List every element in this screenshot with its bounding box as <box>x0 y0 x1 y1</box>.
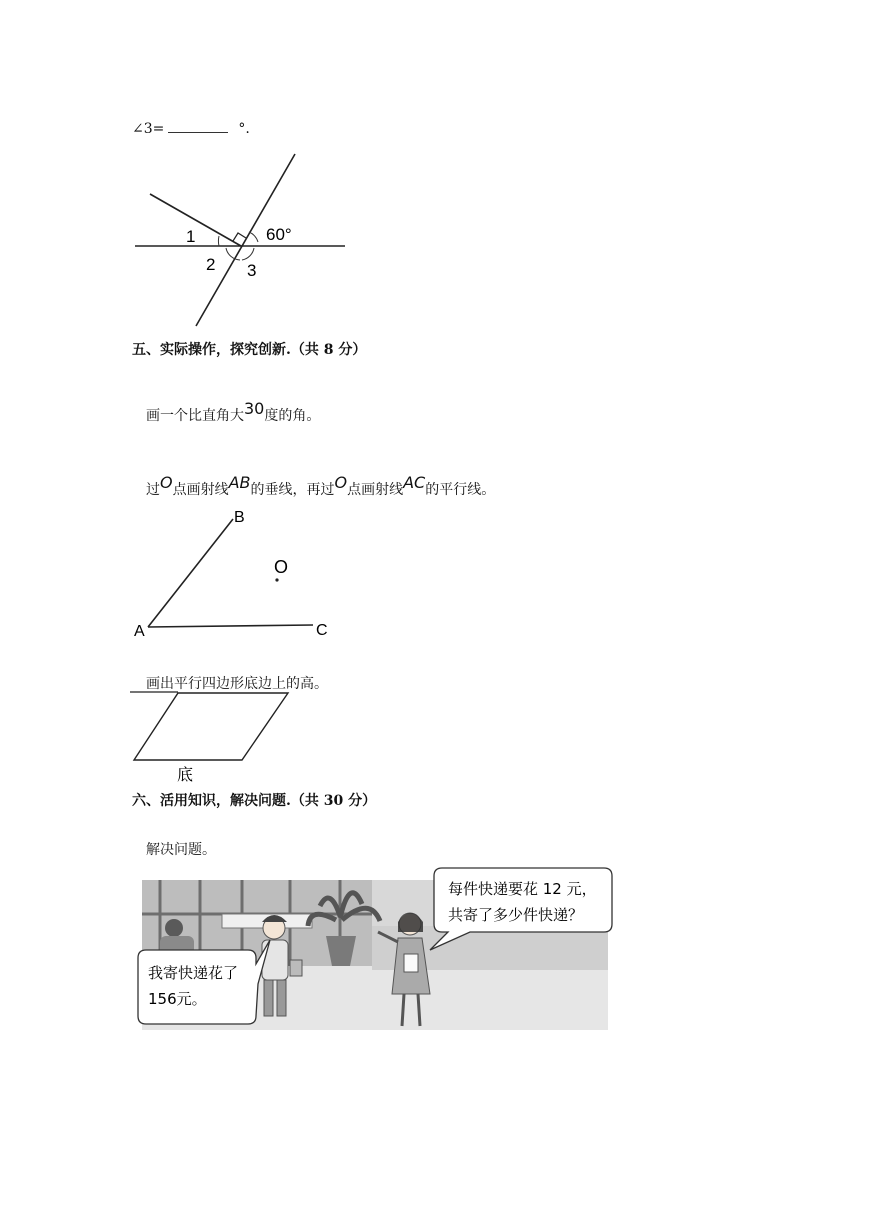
ray-figure <box>130 505 340 645</box>
math-ab: AB <box>228 473 251 492</box>
customer-head <box>165 919 183 937</box>
q1-before: 画一个比直角大 <box>146 408 244 424</box>
angle3-suffix: °. <box>238 121 250 137</box>
label-60: 60° <box>266 225 292 244</box>
arc-1 <box>218 236 219 246</box>
angle3-prefix: ∠3= <box>132 121 165 137</box>
bubble-left-line2: 156元。 <box>148 990 207 1008</box>
label-b: B <box>234 509 245 526</box>
angle-figure <box>130 150 350 330</box>
q2-text-3: 的垂线，再过 <box>250 482 335 498</box>
parallelogram <box>134 693 288 760</box>
section5-heading: 五、实际操作，探究创新.（共 8 分） <box>132 342 367 358</box>
q2-text-2: 点画射线 <box>172 482 229 498</box>
boy-leg-right <box>277 980 286 1016</box>
label-o: O <box>274 557 289 577</box>
q2-text-4: 点画射线 <box>347 482 404 498</box>
section6-q1: 解决问题。 <box>146 842 216 858</box>
label-3: 3 <box>247 261 257 280</box>
label-1: 1 <box>186 227 196 246</box>
math-o-1: O <box>160 473 173 492</box>
q1-num: 30 <box>244 399 265 418</box>
boy-bag <box>290 960 302 976</box>
angle3-question <box>132 120 250 137</box>
ray-ab <box>148 519 233 627</box>
q2-text-1: 过 <box>146 482 160 498</box>
bubble-right-line1: 每件快递要花 12 元， <box>448 880 597 898</box>
section6-heading: 六、活用知识，解决问题.（共 30 分） <box>132 793 377 809</box>
girl-leg-left <box>402 994 404 1026</box>
math-ac: AC <box>403 473 426 492</box>
bubble-right-line2: 共寄了多少件快递？ <box>448 906 584 924</box>
girl-paper <box>404 954 418 972</box>
arc-60 <box>249 232 258 242</box>
ray-ac <box>148 625 313 627</box>
express-delivery-illustration <box>130 866 616 1036</box>
arc-3 <box>242 248 254 260</box>
label-c: C <box>316 622 328 639</box>
label-2: 2 <box>206 255 216 274</box>
section5-q2 <box>146 473 496 499</box>
answer-blank[interactable] <box>168 120 228 133</box>
boy-leg-left <box>264 980 273 1016</box>
math-o-2: O <box>334 473 348 492</box>
parallelogram-figure <box>128 688 298 786</box>
ray-line <box>150 194 241 246</box>
right-angle-mark <box>233 233 246 241</box>
label-a: A <box>134 623 145 640</box>
base-label: 底 <box>177 767 194 784</box>
speech-bubble-left <box>138 940 270 1024</box>
bubble-left-line1: 我寄快递花了 <box>148 964 239 982</box>
section5-q1 <box>146 399 321 425</box>
q2-text-5: 的平行线。 <box>425 482 496 498</box>
section5-q3: 画出平行四边形底边上的高。 <box>146 676 328 692</box>
point-o[interactable] <box>275 578 278 581</box>
girl-leg-right <box>418 994 420 1026</box>
q1-after: 度的角。 <box>264 408 321 424</box>
